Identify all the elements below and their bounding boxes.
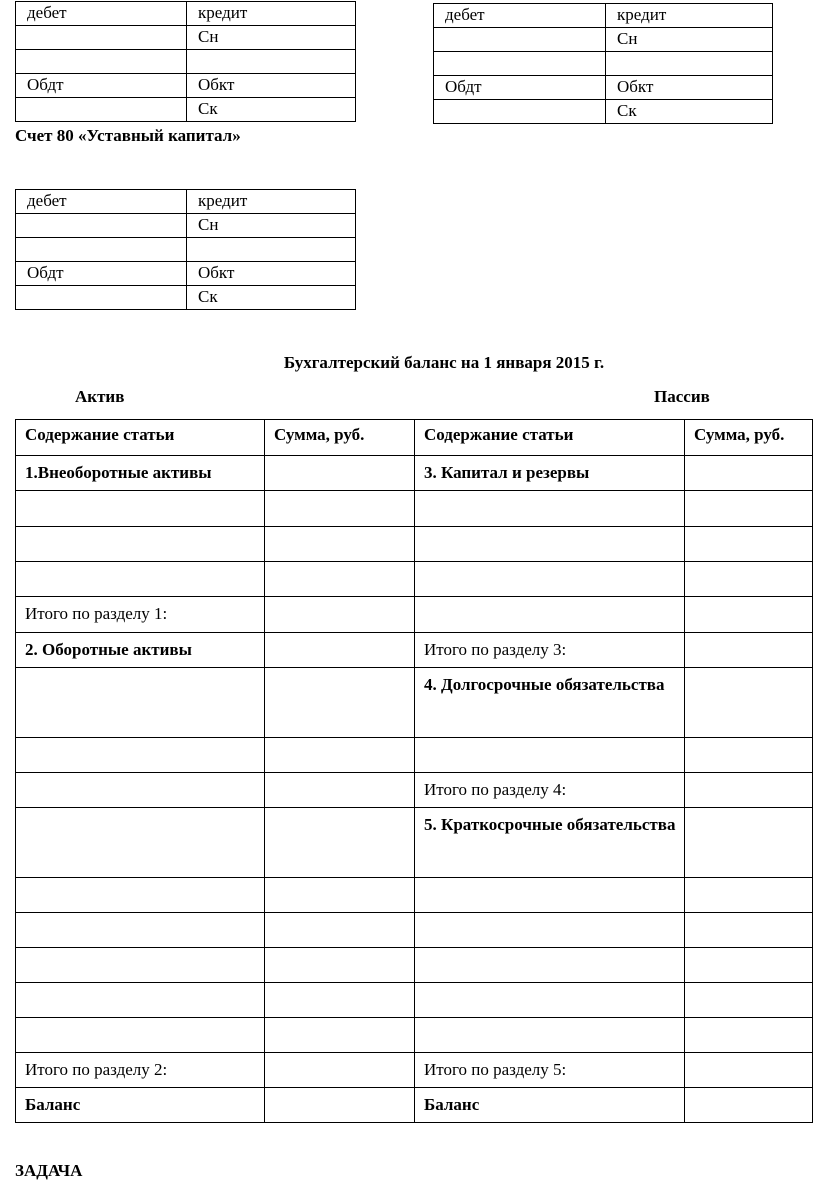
account-table-2-body xyxy=(434,4,773,124)
debit-cell xyxy=(434,28,606,52)
aktiv-sum-cell xyxy=(265,878,415,913)
passiv-item-cell: 4. Долгосрочные обязательства xyxy=(415,668,685,738)
debit-cell: Обдт xyxy=(434,76,606,100)
account-row xyxy=(16,262,356,286)
aktiv-item-cell xyxy=(16,773,265,808)
debit-cell xyxy=(434,100,606,124)
passiv-item-cell xyxy=(415,738,685,773)
aktiv-label: Актив xyxy=(75,387,125,406)
debit-cell: дебет xyxy=(434,4,606,28)
passiv-sum-cell xyxy=(685,456,813,491)
credit-cell: Сн xyxy=(606,28,773,52)
account-row xyxy=(16,286,356,310)
debit-cell xyxy=(16,50,187,74)
account-table-3-body xyxy=(16,190,356,310)
credit-cell: Ск xyxy=(187,98,356,122)
passiv-item-cell xyxy=(415,948,685,983)
passiv-sum-cell xyxy=(685,633,813,668)
balance-row xyxy=(16,808,813,878)
passiv-sum-cell xyxy=(685,808,813,878)
balance-title: Бухгалтерский баланс на 1 января 2015 г. xyxy=(283,353,605,372)
debit-cell: Обдт xyxy=(16,74,187,98)
aktiv-item-cell xyxy=(16,878,265,913)
aktiv-sum-cell xyxy=(265,1018,415,1053)
credit-cell: Сн xyxy=(187,214,356,238)
aktiv-sum-cell xyxy=(265,983,415,1018)
balance-row xyxy=(16,983,813,1018)
aktiv-sum-cell xyxy=(265,808,415,878)
credit-cell: кредит xyxy=(606,4,773,28)
aktiv-item-cell xyxy=(16,738,265,773)
passiv-item-cell xyxy=(415,913,685,948)
account-row xyxy=(434,4,773,28)
aktiv-sum-cell xyxy=(265,597,415,633)
passiv-item-cell: Итого по разделу 5: xyxy=(415,1053,685,1088)
passiv-sum-cell xyxy=(685,1018,813,1053)
passiv-item-cell xyxy=(415,878,685,913)
passiv-sum-cell xyxy=(685,913,813,948)
passiv-sum-cell xyxy=(685,878,813,913)
passiv-sum-cell xyxy=(685,773,813,808)
balance-row xyxy=(16,878,813,913)
balance-row xyxy=(16,456,813,491)
aktiv-item-cell: Баланс xyxy=(16,1088,265,1123)
credit-cell: Обкт xyxy=(187,262,356,286)
aktiv-item-cell: 1.Внеоборотные активы xyxy=(16,456,265,491)
passiv-sum-cell xyxy=(685,597,813,633)
account-table-3 xyxy=(15,189,356,310)
passiv-sum-cell xyxy=(685,527,813,562)
balance-header-row xyxy=(16,420,813,456)
passiv-sum-cell xyxy=(685,738,813,773)
debit-cell: Обдт xyxy=(16,262,187,286)
debit-cell: дебет xyxy=(16,190,187,214)
account-row xyxy=(16,214,356,238)
account-row xyxy=(434,76,773,100)
aktiv-item-cell xyxy=(16,983,265,1018)
passiv-item-cell xyxy=(415,562,685,597)
account-row xyxy=(16,98,356,122)
passiv-item-cell xyxy=(415,527,685,562)
account-row xyxy=(16,50,356,74)
passiv-item-cell: 5. Краткосрочные обязательства xyxy=(415,808,685,878)
credit-cell: Обкт xyxy=(606,76,773,100)
aktiv-item-cell xyxy=(16,491,265,527)
aktiv-sum-cell xyxy=(265,1053,415,1088)
balance-row xyxy=(16,491,813,527)
aktiv-item-cell xyxy=(16,562,265,597)
credit-cell: Сн xyxy=(187,26,356,50)
credit-cell: Ск xyxy=(187,286,356,310)
debit-cell xyxy=(16,214,187,238)
passiv-sum-cell xyxy=(685,1053,813,1088)
account-80-title: Счет 80 «Уставный капитал» xyxy=(15,126,241,145)
balance-row xyxy=(16,948,813,983)
account-row xyxy=(16,238,356,262)
account-row xyxy=(434,52,773,76)
aktiv-sum-cell xyxy=(265,562,415,597)
passiv-item-cell xyxy=(415,491,685,527)
passiv-label: Пассив xyxy=(654,387,710,406)
balance-row xyxy=(16,633,813,668)
account-row xyxy=(16,2,356,26)
header-cell: Содержание статьи xyxy=(16,420,265,456)
aktiv-item-cell xyxy=(16,668,265,738)
aktiv-sum-cell xyxy=(265,527,415,562)
balance-row xyxy=(16,527,813,562)
passiv-item-cell: Итого по разделу 3: xyxy=(415,633,685,668)
balance-row xyxy=(16,1088,813,1123)
aktiv-item-cell xyxy=(16,1018,265,1053)
credit-cell xyxy=(606,52,773,76)
account-row xyxy=(434,28,773,52)
balance-row xyxy=(16,668,813,738)
account-table-1-body xyxy=(16,2,356,122)
passiv-item-cell: Итого по разделу 4: xyxy=(415,773,685,808)
passiv-sum-cell xyxy=(685,668,813,738)
credit-cell: кредит xyxy=(187,190,356,214)
task-heading: ЗАДАЧА xyxy=(15,1161,83,1180)
passiv-item-cell xyxy=(415,1018,685,1053)
aktiv-sum-cell xyxy=(265,1088,415,1123)
passiv-sum-cell xyxy=(685,983,813,1018)
aktiv-item-cell xyxy=(16,913,265,948)
aktiv-sum-cell xyxy=(265,633,415,668)
balance-row xyxy=(16,1018,813,1053)
passiv-sum-cell xyxy=(685,1088,813,1123)
aktiv-sum-cell xyxy=(265,738,415,773)
passiv-sum-cell xyxy=(685,948,813,983)
debit-cell xyxy=(16,98,187,122)
account-row xyxy=(16,26,356,50)
aktiv-item-cell: Итого по разделу 2: xyxy=(16,1053,265,1088)
account-row xyxy=(434,100,773,124)
credit-cell: кредит xyxy=(187,2,356,26)
debit-cell xyxy=(16,26,187,50)
passiv-sum-cell xyxy=(685,491,813,527)
balance-body xyxy=(16,456,813,1123)
aktiv-sum-cell xyxy=(265,948,415,983)
credit-cell xyxy=(187,238,356,262)
credit-cell: Ск xyxy=(606,100,773,124)
header-cell: Сумма, руб. xyxy=(265,420,415,456)
passiv-item-cell xyxy=(415,597,685,633)
credit-cell: Обкт xyxy=(187,74,356,98)
balance-row xyxy=(16,738,813,773)
aktiv-item-cell: Итого по разделу 1: xyxy=(16,597,265,633)
account-table-1 xyxy=(15,1,356,122)
aktiv-sum-cell xyxy=(265,913,415,948)
passiv-item-cell: Баланс xyxy=(415,1088,685,1123)
header-cell: Сумма, руб. xyxy=(685,420,813,456)
debit-cell xyxy=(434,52,606,76)
aktiv-item-cell xyxy=(16,808,265,878)
passiv-item-cell: 3. Капитал и резервы xyxy=(415,456,685,491)
balance-row xyxy=(16,773,813,808)
aktiv-item-cell xyxy=(16,948,265,983)
aktiv-sum-cell xyxy=(265,668,415,738)
debit-cell xyxy=(16,238,187,262)
balance-row xyxy=(16,1053,813,1088)
aktiv-sum-cell xyxy=(265,456,415,491)
aktiv-item-cell xyxy=(16,527,265,562)
account-row xyxy=(16,74,356,98)
passiv-sum-cell xyxy=(685,562,813,597)
credit-cell xyxy=(187,50,356,74)
aktiv-sum-cell xyxy=(265,491,415,527)
debit-cell: дебет xyxy=(16,2,187,26)
aktiv-item-cell: 2. Оборотные активы xyxy=(16,633,265,668)
balance-row xyxy=(16,562,813,597)
balance-row xyxy=(16,913,813,948)
account-row xyxy=(16,190,356,214)
aktiv-sum-cell xyxy=(265,773,415,808)
passiv-item-cell xyxy=(415,983,685,1018)
header-cell: Содержание статьи xyxy=(415,420,685,456)
balance-table xyxy=(15,419,813,1123)
balance-row xyxy=(16,597,813,633)
account-table-2 xyxy=(433,3,773,124)
debit-cell xyxy=(16,286,187,310)
